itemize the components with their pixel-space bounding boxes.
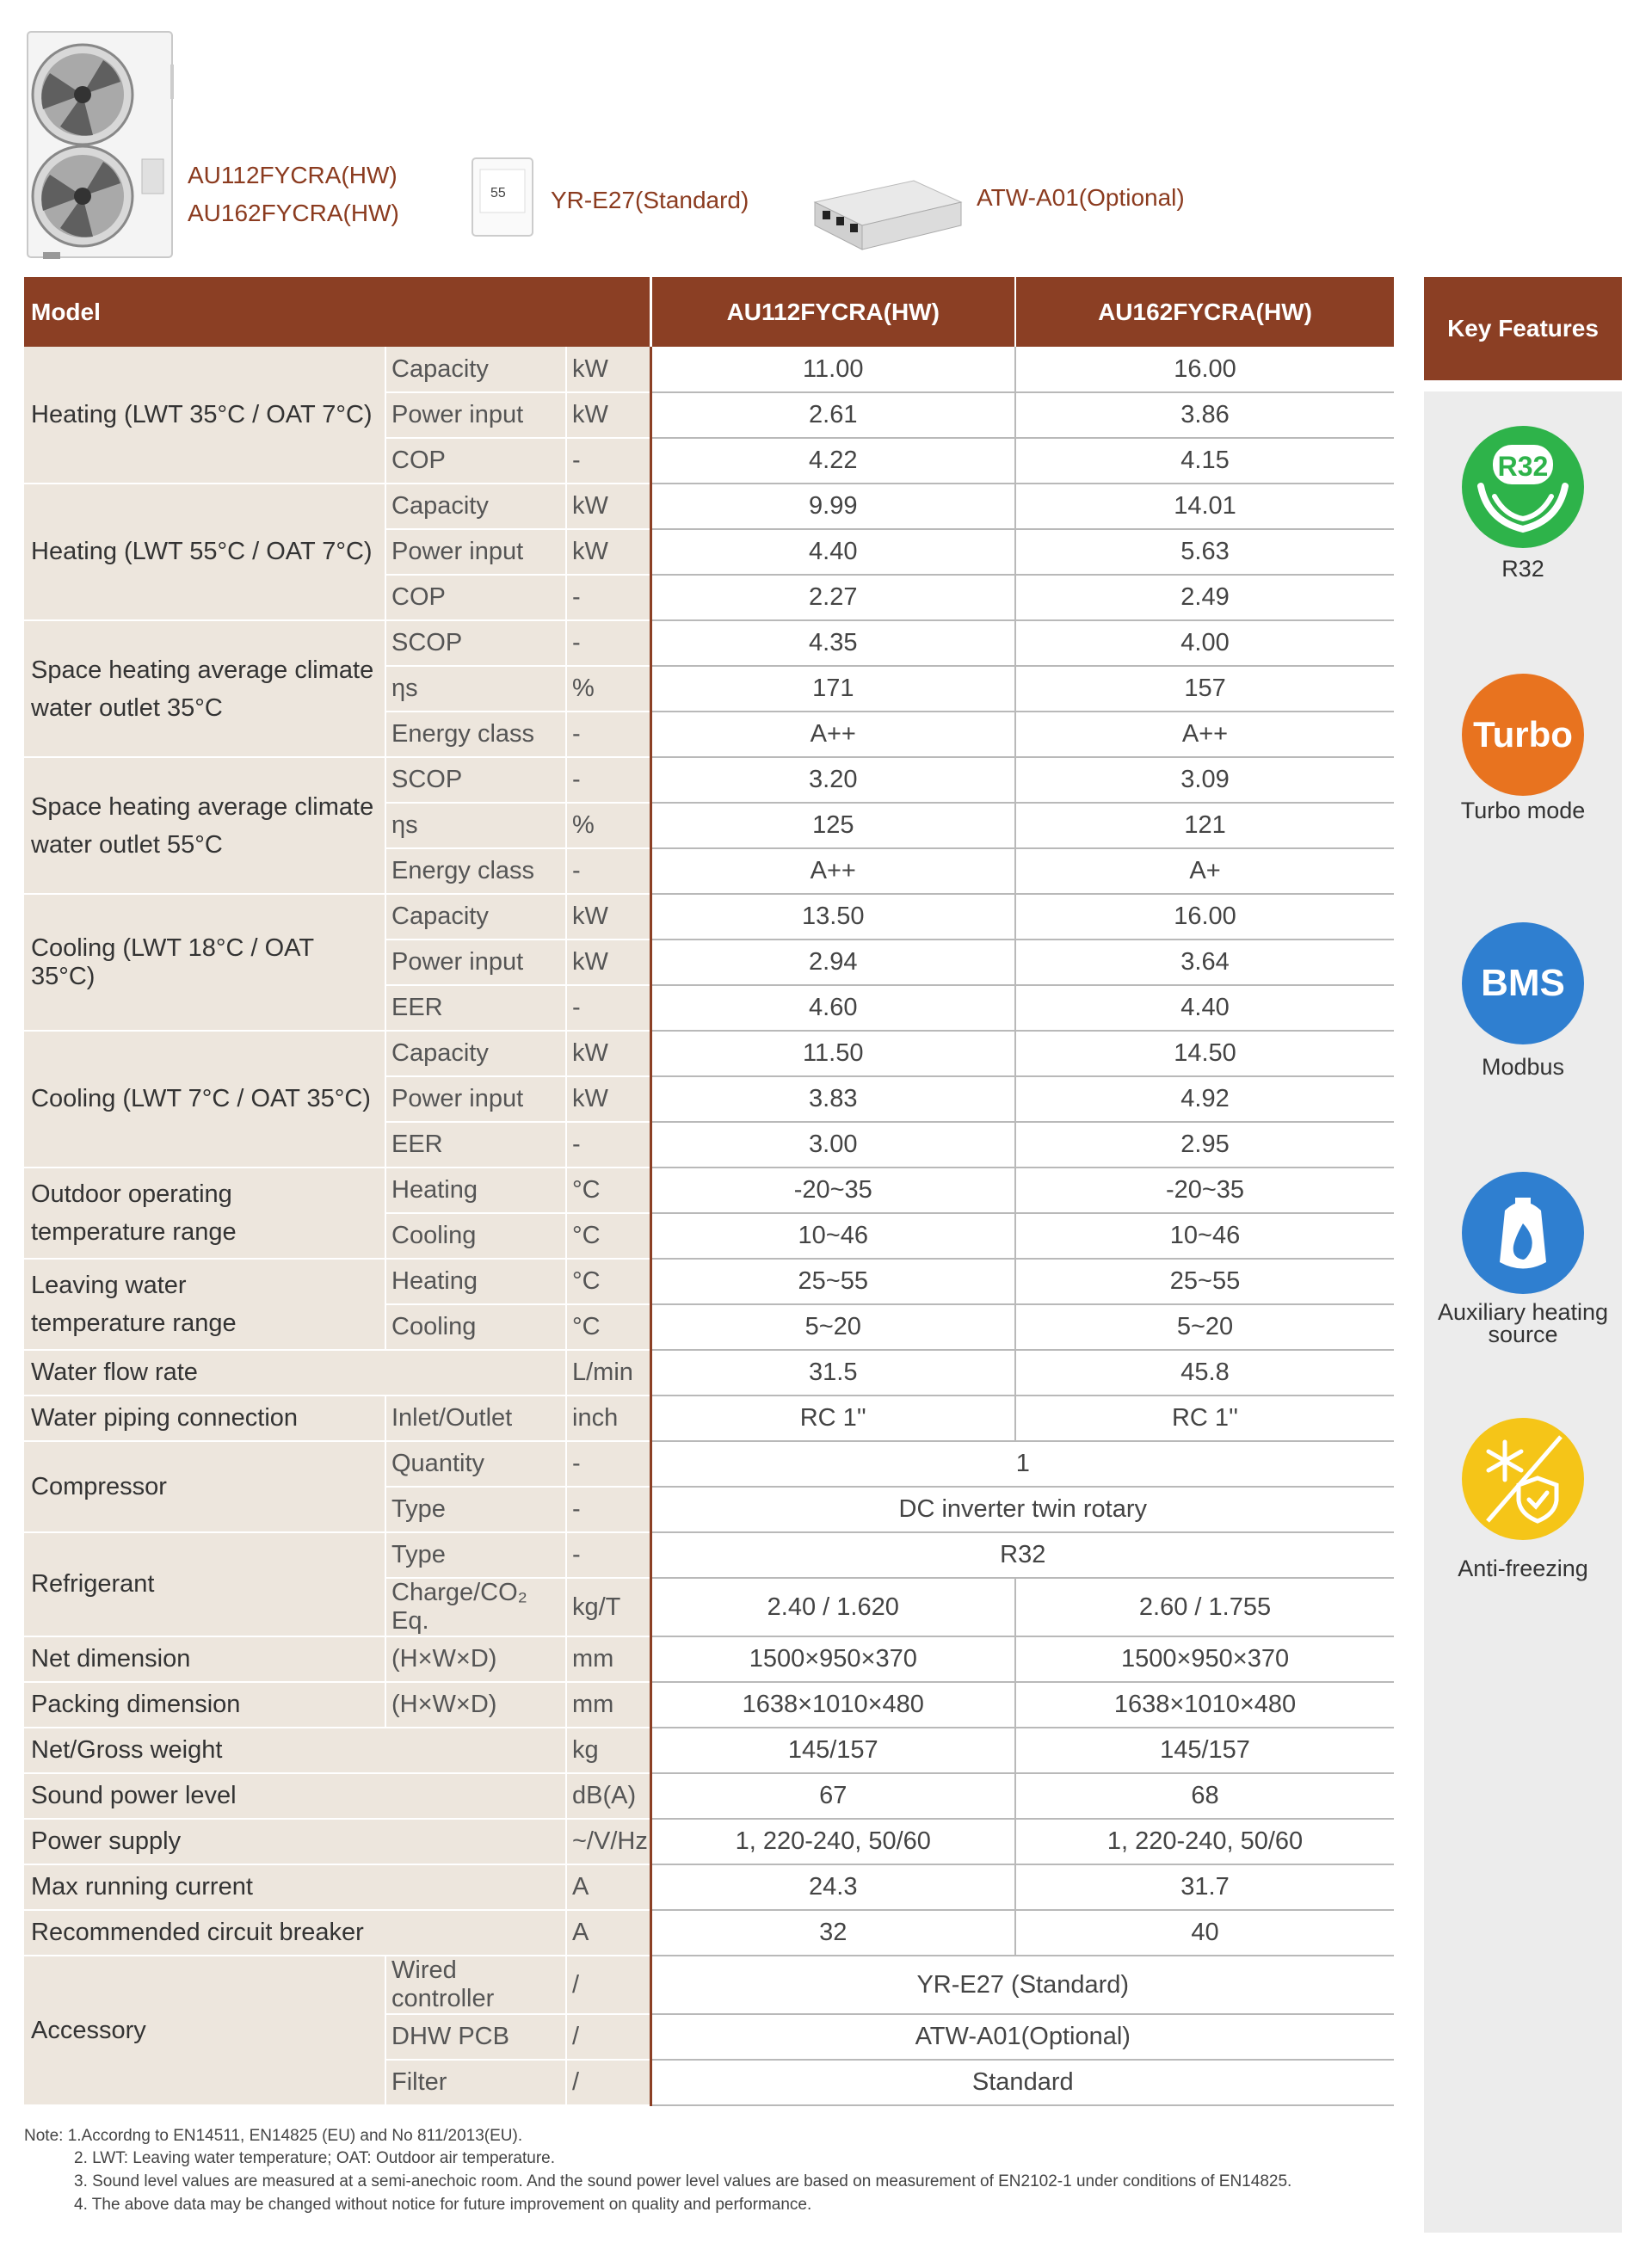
row-sub-label: Capacity [385, 1031, 566, 1076]
row-sub-label: Filter [385, 2060, 566, 2105]
value-cell: 4.15 [1015, 438, 1394, 484]
row-unit: kW [566, 347, 650, 392]
value-cell: 2.60 / 1.755 [1015, 1578, 1394, 1636]
row-sub-label: COP [385, 575, 566, 620]
group-label: Heating (LWT 55°C / OAT 7°C) [24, 484, 385, 620]
turbo-icon [1462, 674, 1584, 796]
table-row [24, 1350, 1394, 1396]
row-unit: kg/T [566, 1578, 650, 1636]
group-label-line-2: temperature range [31, 1309, 237, 1337]
row-unit: % [566, 803, 650, 848]
row-unit: / [566, 1956, 650, 2014]
pcb-label: ATW-A01(Optional) [977, 184, 1185, 211]
row-unit: A [566, 1910, 650, 1956]
row-unit: kW [566, 894, 650, 940]
feature-label-aux-line-1: Auxiliary heating [1437, 1299, 1609, 1325]
model-header: Model [24, 277, 650, 347]
value-cell: 4.40 [1015, 985, 1394, 1031]
value-cell: 31.5 [650, 1350, 1015, 1396]
value-cell: 4.22 [650, 438, 1015, 484]
row-unit: °C [566, 1259, 650, 1304]
row-sub-label: Cooling [385, 1304, 566, 1350]
value-cell: 3.83 [650, 1076, 1015, 1122]
table-row [24, 1441, 1394, 1487]
group-label-line-2: water outlet 55°C [31, 830, 223, 859]
value-cell: A++ [650, 712, 1015, 757]
value-cell: -20~35 [1015, 1168, 1394, 1213]
group-label-line-2: water outlet 35°C [31, 693, 223, 722]
value-cell: A+ [1015, 848, 1394, 894]
value-cell: 13.50 [650, 894, 1015, 940]
row-unit: kg [566, 1728, 650, 1773]
r32-icon-text: R32 [1497, 451, 1549, 482]
value-cell: 2.61 [650, 392, 1015, 438]
table-row [24, 1636, 1394, 1682]
feature-label-modbus: Modbus [1481, 1054, 1565, 1080]
row-unit: mm [566, 1636, 650, 1682]
value-cell: 121 [1015, 803, 1394, 848]
value-cell: 2.40 / 1.620 [650, 1578, 1015, 1636]
row-label: Net dimension [24, 1636, 385, 1682]
value-cell: 14.50 [1015, 1031, 1394, 1076]
row-unit: A [566, 1864, 650, 1910]
group-label: Cooling (LWT 7°C / OAT 35°C) [24, 1031, 385, 1168]
r32-hands-icon [1462, 426, 1584, 548]
row-unit: °C [566, 1304, 650, 1350]
row-sub-label: Capacity [385, 347, 566, 392]
note-3: 3. Sound level values are measured at a semi-anechoic room. And the sound power level values are based on measurement of EN2102-1 under conditions of EN14825. [74, 2172, 1292, 2190]
dhw-pcb-box-image [811, 163, 964, 254]
value-cell: 1, 220-240, 50/60 [1015, 1819, 1394, 1864]
value-cell: 25~55 [1015, 1259, 1394, 1304]
value-cell: 1638×1010×480 [1015, 1682, 1394, 1728]
group-label [24, 757, 385, 894]
row-sub-label: Heating [385, 1259, 566, 1304]
row-label: Water piping connection [24, 1396, 385, 1441]
group-label-line-1: Leaving water [31, 1272, 187, 1299]
row-unit: - [566, 1487, 650, 1532]
value-cell: 3.09 [1015, 757, 1394, 803]
row-sub-label: Cooling [385, 1213, 566, 1259]
group-label: Compressor [24, 1441, 385, 1532]
row-sub-label: Type [385, 1487, 566, 1532]
row-sub-label: Energy class [385, 848, 566, 894]
row-sub-label: Wired controller [385, 1956, 566, 2014]
value-cell: 4.40 [650, 529, 1015, 575]
value-cell: 1500×950×370 [650, 1636, 1015, 1682]
row-unit: kW [566, 940, 650, 985]
group-label [24, 1168, 385, 1259]
row-sub-label: EER [385, 1122, 566, 1168]
value-cell: 3.20 [650, 757, 1015, 803]
value-cell: 3.86 [1015, 392, 1394, 438]
row-sub-label: Type [385, 1532, 566, 1578]
row-sub-label: SCOP [385, 620, 566, 666]
merged-value-cell: YR-E27 (Standard) [650, 1956, 1394, 2014]
table-row [24, 620, 1394, 666]
row-label: Net/Gross weight [24, 1728, 566, 1773]
group-label [24, 620, 385, 757]
table-row [24, 484, 1394, 529]
value-cell: 4.35 [650, 620, 1015, 666]
row-unit: / [566, 2060, 650, 2105]
group-label: Refrigerant [24, 1532, 385, 1636]
merged-value-cell: R32 [650, 1532, 1394, 1578]
row-unit: kW [566, 392, 650, 438]
value-cell: 145/157 [650, 1728, 1015, 1773]
value-cell: 2.27 [650, 575, 1015, 620]
group-label: Heating (LWT 35°C / OAT 7°C) [24, 347, 385, 484]
row-unit: / [566, 2014, 650, 2060]
value-cell: 4.60 [650, 985, 1015, 1031]
row-sub-label: ηs [385, 666, 566, 712]
table-row [24, 1396, 1394, 1441]
feature-label-anti-freezing: Anti-freezing [1458, 1556, 1588, 1581]
snowflake-shield-icon [1462, 1418, 1584, 1540]
turbo-icon-text: Turbo [1473, 714, 1573, 755]
value-cell: 3.64 [1015, 940, 1394, 985]
row-unit: L/min [566, 1350, 650, 1396]
table-row [24, 757, 1394, 803]
table-row [24, 894, 1394, 940]
wired-controller-image [472, 157, 533, 237]
table-row [24, 1728, 1394, 1773]
group-label [24, 1259, 385, 1350]
row-sub-label: Capacity [385, 894, 566, 940]
row-label: Recommended circuit breaker [24, 1910, 566, 1956]
controller-label: YR-E27(Standard) [551, 187, 749, 213]
value-cell: 10~46 [1015, 1213, 1394, 1259]
row-label: Max running current [24, 1864, 566, 1910]
group-label-line-1: Space heating average climate [31, 792, 374, 821]
row-unit: ~/V/Hz [566, 1819, 650, 1864]
row-label: Sound power level [24, 1773, 566, 1819]
value-cell: 14.01 [1015, 484, 1394, 529]
row-unit: - [566, 757, 650, 803]
table-row [24, 1864, 1394, 1910]
bms-icon-text: BMS [1481, 962, 1565, 1004]
bms-icon [1462, 922, 1584, 1044]
value-cell: 145/157 [1015, 1728, 1394, 1773]
row-unit: - [566, 620, 650, 666]
outdoor-model-label-1: AU112FYCRA(HW) [188, 162, 398, 188]
value-cell: 11.00 [650, 347, 1015, 392]
row-unit: kW [566, 529, 650, 575]
row-unit: - [566, 1441, 650, 1487]
row-sub-label: Charge/CO₂ Eq. [385, 1578, 566, 1636]
row-label: Power supply [24, 1819, 566, 1864]
outdoor-unit-image [26, 30, 174, 261]
value-cell: 1500×950×370 [1015, 1636, 1394, 1682]
value-cell: 40 [1015, 1910, 1394, 1956]
value-cell: RC 1'' [650, 1396, 1015, 1441]
value-cell: 4.00 [1015, 620, 1394, 666]
controller-screen-text: 55 [490, 186, 506, 200]
note-4: 4. The above data may be changed without notice for future improvement on quality and performance. [74, 2196, 812, 2214]
row-sub-label: Quantity [385, 1441, 566, 1487]
feature-label-r32: R32 [1501, 556, 1544, 582]
value-cell: 67 [650, 1773, 1015, 1819]
table-row [24, 1259, 1394, 1304]
value-cell: 11.50 [650, 1031, 1015, 1076]
group-label-line-1: Outdoor operating [31, 1180, 232, 1208]
row-unit: - [566, 1532, 650, 1578]
value-cell: 4.92 [1015, 1076, 1394, 1122]
row-sub-label: Power input [385, 529, 566, 575]
row-sub-label: Energy class [385, 712, 566, 757]
merged-value-cell: ATW-A01(Optional) [650, 2014, 1394, 2060]
table-row [24, 1168, 1394, 1213]
value-cell: RC 1'' [1015, 1396, 1394, 1441]
table-row [24, 1773, 1394, 1819]
feature-label-aux-line-2: source [1488, 1322, 1558, 1347]
group-label: Cooling (LWT 18°C / OAT 35°C) [24, 894, 385, 1031]
row-unit: °C [566, 1168, 650, 1213]
table-row [24, 347, 1394, 392]
value-cell: 1638×1010×480 [650, 1682, 1015, 1728]
row-unit: dB(A) [566, 1773, 650, 1819]
row-unit: - [566, 438, 650, 484]
row-unit: mm [566, 1682, 650, 1728]
value-cell: 16.00 [1015, 894, 1394, 940]
row-sub-label: Capacity [385, 484, 566, 529]
value-cell: 45.8 [1015, 1350, 1394, 1396]
value-cell: 157 [1015, 666, 1394, 712]
row-unit: - [566, 712, 650, 757]
group-label-line-1: Space heating average climate [31, 656, 374, 684]
table-row [24, 1910, 1394, 1956]
row-sub-label: Heating [385, 1168, 566, 1213]
row-sub-label: ηs [385, 803, 566, 848]
value-cell: 32 [650, 1910, 1015, 1956]
value-cell: 5~20 [650, 1304, 1015, 1350]
row-sub-label: COP [385, 438, 566, 484]
table-row [24, 1031, 1394, 1076]
specification-table [24, 277, 1394, 2106]
value-cell: 9.99 [650, 484, 1015, 529]
value-cell: 3.00 [650, 1122, 1015, 1168]
row-unit: inch [566, 1396, 650, 1441]
table-row [24, 1819, 1394, 1864]
key-features-header: Key Features [1424, 277, 1622, 380]
row-sub-label: Inlet/Outlet [385, 1396, 566, 1441]
value-cell: 24.3 [650, 1864, 1015, 1910]
value-cell: 10~46 [650, 1213, 1015, 1259]
row-sub-label: SCOP [385, 757, 566, 803]
value-cell: A++ [650, 848, 1015, 894]
row-sub-label: Power input [385, 392, 566, 438]
value-cell: 5~20 [1015, 1304, 1394, 1350]
merged-value-cell: DC inverter twin rotary [650, 1487, 1394, 1532]
flame-icon [1462, 1172, 1584, 1294]
model-column-1: AU112FYCRA(HW) [650, 277, 1015, 347]
value-cell: 125 [650, 803, 1015, 848]
merged-value-cell: 1 [650, 1441, 1394, 1487]
row-sub-label: EER [385, 985, 566, 1031]
value-cell: 5.63 [1015, 529, 1394, 575]
value-cell: 2.95 [1015, 1122, 1394, 1168]
model-column-2: AU162FYCRA(HW) [1015, 277, 1394, 347]
table-row [24, 1956, 1394, 2014]
row-sub-label: (H×W×D) [385, 1636, 566, 1682]
row-unit: % [566, 666, 650, 712]
value-cell: 16.00 [1015, 347, 1394, 392]
note-1: Note: 1.Accordng to EN14511, EN14825 (EU) and No 811/2013(EU). [24, 2127, 523, 2145]
row-sub-label: (H×W×D) [385, 1682, 566, 1728]
value-cell: 171 [650, 666, 1015, 712]
value-cell: 31.7 [1015, 1864, 1394, 1910]
feature-label-turbo: Turbo mode [1460, 798, 1586, 823]
value-cell: 25~55 [650, 1259, 1015, 1304]
row-unit: kW [566, 1076, 650, 1122]
value-cell: 2.94 [650, 940, 1015, 985]
row-unit: °C [566, 1213, 650, 1259]
value-cell: 1, 220-240, 50/60 [650, 1819, 1015, 1864]
row-unit: - [566, 985, 650, 1031]
note-2: 2. LWT: Leaving water temperature; OAT: Outdoor air temperature. [74, 2149, 555, 2167]
row-label: Water flow rate [24, 1350, 566, 1396]
value-cell: 2.49 [1015, 575, 1394, 620]
merged-value-cell: Standard [650, 2060, 1394, 2105]
value-cell: 68 [1015, 1773, 1394, 1819]
table-row [24, 1532, 1394, 1578]
row-unit: kW [566, 484, 650, 529]
row-unit: - [566, 1122, 650, 1168]
row-sub-label: DHW PCB [385, 2014, 566, 2060]
outdoor-model-label-2: AU162FYCRA(HW) [188, 200, 399, 226]
value-cell: -20~35 [650, 1168, 1015, 1213]
row-label: Packing dimension [24, 1682, 385, 1728]
row-sub-label: Power input [385, 940, 566, 985]
row-unit: - [566, 848, 650, 894]
table-row [24, 1682, 1394, 1728]
group-label: Accessory [24, 1956, 385, 2105]
table-header-row [24, 277, 1394, 347]
value-cell: A++ [1015, 712, 1394, 757]
row-unit: - [566, 575, 650, 620]
feature-label-aux-heating [1424, 1301, 1622, 1346]
row-unit: kW [566, 1031, 650, 1076]
row-sub-label: Power input [385, 1076, 566, 1122]
group-label-line-2: temperature range [31, 1218, 237, 1246]
